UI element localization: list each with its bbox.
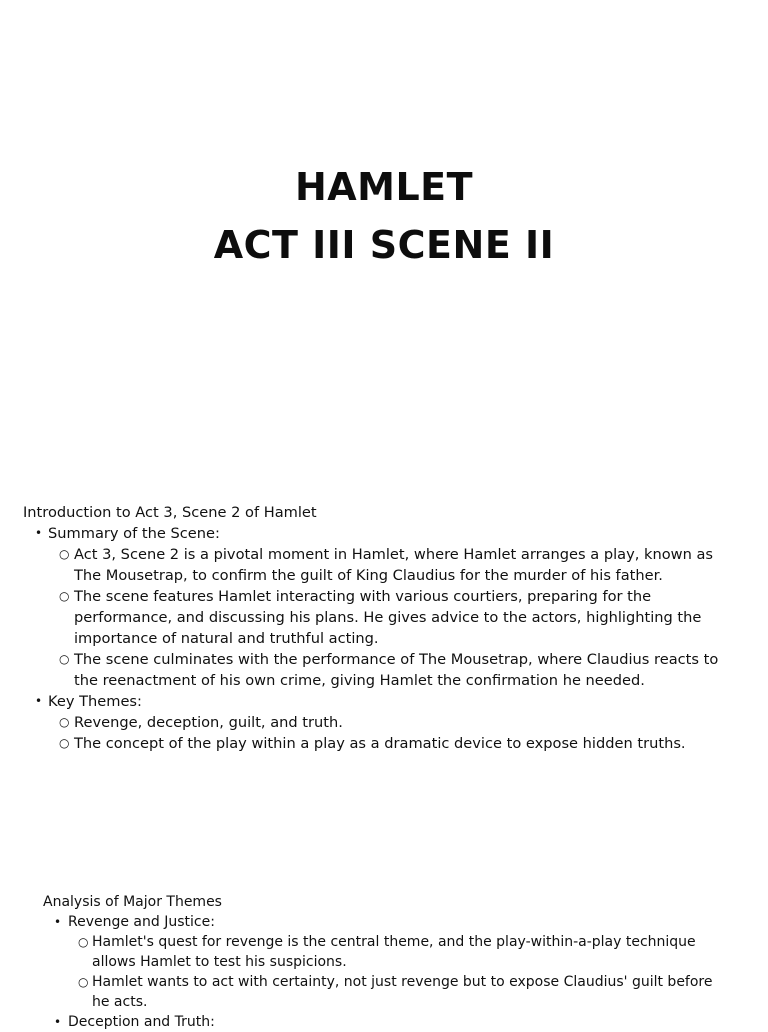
bullet-icon: •	[35, 694, 43, 708]
intro-section	[23, 502, 743, 754]
bullet-icon: •	[54, 1015, 62, 1029]
list-item-label: Key Themes:	[48, 693, 142, 710]
sub-list-item-text: The scene features Hamlet interacting with various courtiers, preparing for the performance, and discussing his plans. He gives advice to the actors, highlighting the importance of natural and truthful acting.	[74, 588, 702, 647]
hollow-bullet-icon: ○	[78, 935, 89, 949]
hollow-bullet-icon: ○	[78, 975, 89, 989]
sub-list-item	[78, 932, 723, 972]
hollow-bullet-icon: ○	[59, 715, 70, 729]
sub-list-item	[59, 544, 743, 586]
hollow-bullet-icon: ○	[59, 547, 70, 561]
sub-list-item	[59, 649, 743, 691]
sub-list-item-text: The scene culminates with the performance of The Mousetrap, where Claudius reacts to the reenactment of his own crime, giving Hamlet the confirmation he needed.	[74, 651, 719, 689]
sub-list	[48, 712, 743, 754]
title-line-act-scene: ACT III SCENE II	[213, 223, 555, 267]
list-item-label: Summary of the Scene:	[48, 525, 220, 542]
hollow-bullet-icon: ○	[59, 652, 70, 666]
list-item-revenge-justice	[43, 912, 723, 1012]
sub-list-item	[59, 586, 743, 649]
sub-list	[48, 544, 743, 691]
sub-list-item-text: Revenge, deception, guilt, and truth.	[74, 714, 343, 731]
bullet-icon: •	[35, 526, 43, 540]
list-item-key-themes	[23, 691, 743, 754]
list-item-label: Revenge and Justice:	[68, 914, 215, 930]
sub-list-item-text: Hamlet wants to act with certainty, not just revenge but to expose Claudius' guilt before he acts.	[92, 974, 713, 1010]
sub-list-item	[59, 733, 743, 754]
hollow-bullet-icon: ○	[59, 736, 70, 750]
hollow-bullet-icon: ○	[59, 589, 70, 603]
sub-list-item-text: Hamlet's quest for revenge is the central theme, and the play-within-a-play technique allows Hamlet to test his suspicions.	[92, 934, 696, 970]
intro-list	[23, 523, 743, 754]
list-item-summary	[23, 523, 743, 691]
title-line-hamlet: HAMLET	[294, 165, 474, 209]
intro-heading: Introduction to Act 3, Scene 2 of Hamlet	[23, 504, 317, 521]
bullet-icon: •	[54, 915, 62, 929]
sub-list-item-text: Act 3, Scene 2 is a pivotal moment in Hamlet, where Hamlet arranges a play, known as The Mousetrap, to confirm the guilt of King Claudius for the murder of his father.	[74, 546, 714, 584]
sub-list-item	[59, 712, 743, 733]
sub-list-item-text: The concept of the play within a play as a dramatic device to expose hidden truths.	[74, 735, 686, 752]
sub-list	[68, 932, 723, 1012]
analysis-list	[43, 912, 723, 1032]
document-title	[0, 158, 768, 274]
list-item-label: Deception and Truth:	[68, 1014, 215, 1030]
analysis-section	[43, 892, 723, 1032]
sub-list-item	[78, 972, 723, 1012]
analysis-heading: Analysis of Major Themes	[43, 894, 222, 910]
list-item-deception-truth	[43, 1012, 723, 1032]
